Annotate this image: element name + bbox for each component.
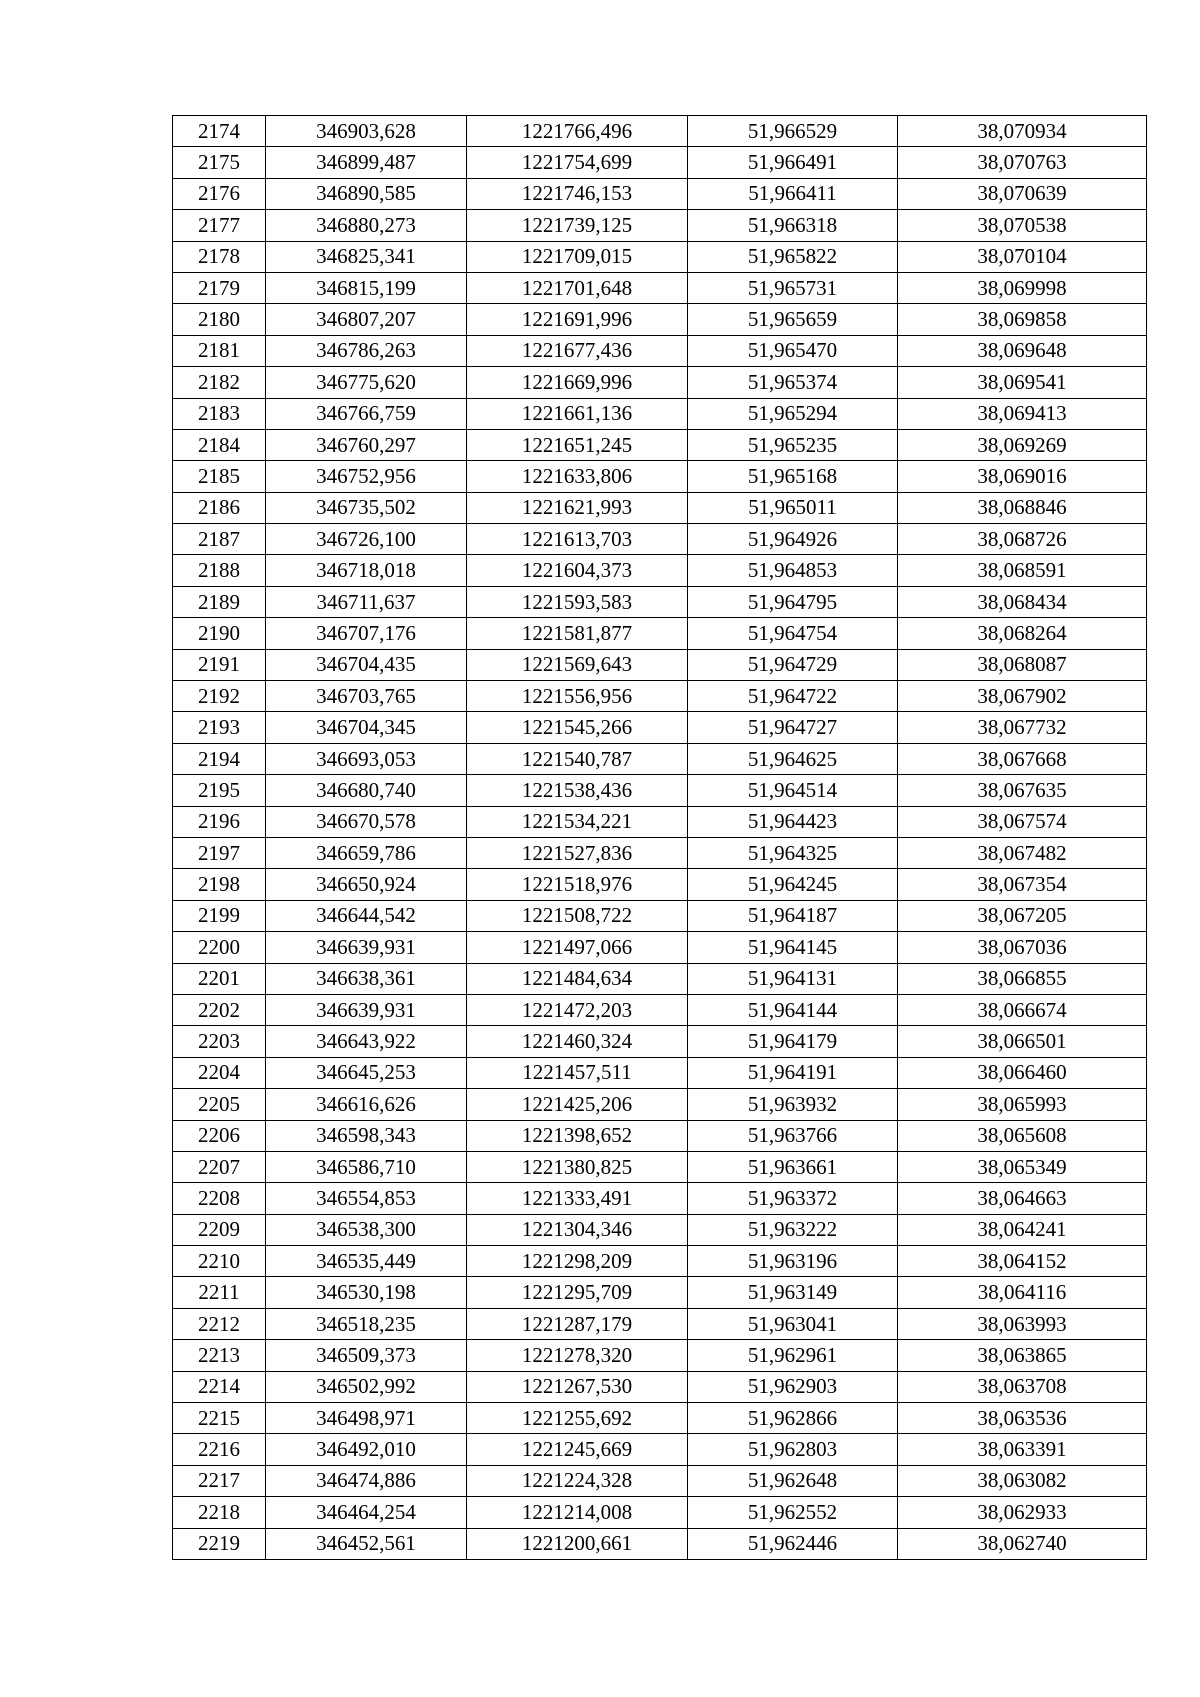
- point-number-cell: 2200: [173, 932, 266, 963]
- table-row: [173, 241, 1147, 272]
- point-number-cell: 2197: [173, 837, 266, 868]
- table-row: [173, 335, 1147, 366]
- point-number-cell: 2190: [173, 618, 266, 649]
- y-coordinate-cell: 1221200,661: [467, 1528, 688, 1559]
- x-coordinate-cell: 346535,449: [266, 1246, 467, 1277]
- y-coordinate-cell: 1221267,530: [467, 1371, 688, 1402]
- table-row: [173, 1340, 1147, 1371]
- longitude-cell: 38,070763: [898, 147, 1147, 178]
- x-coordinate-cell: 346766,759: [266, 398, 467, 429]
- y-coordinate-cell: 1221527,836: [467, 837, 688, 868]
- table-row: [173, 492, 1147, 523]
- latitude-cell: 51,963372: [688, 1183, 898, 1214]
- table-row: [173, 618, 1147, 649]
- longitude-cell: 38,067902: [898, 681, 1147, 712]
- longitude-cell: 38,067354: [898, 869, 1147, 900]
- longitude-cell: 38,068726: [898, 524, 1147, 555]
- point-number-cell: 2179: [173, 272, 266, 303]
- table-row: [173, 429, 1147, 460]
- table-row: [173, 1246, 1147, 1277]
- table-row: [173, 743, 1147, 774]
- latitude-cell: 51,963932: [688, 1089, 898, 1120]
- y-coordinate-cell: 1221709,015: [467, 241, 688, 272]
- table-row: [173, 461, 1147, 492]
- x-coordinate-cell: 346538,300: [266, 1214, 467, 1245]
- table-row: [173, 1434, 1147, 1465]
- point-number-cell: 2211: [173, 1277, 266, 1308]
- longitude-cell: 38,064152: [898, 1246, 1147, 1277]
- latitude-cell: 51,964187: [688, 900, 898, 931]
- latitude-cell: 51,966318: [688, 210, 898, 241]
- y-coordinate-cell: 1221604,373: [467, 555, 688, 586]
- point-number-cell: 2193: [173, 712, 266, 743]
- point-number-cell: 2201: [173, 963, 266, 994]
- x-coordinate-cell: 346645,253: [266, 1057, 467, 1088]
- latitude-cell: 51,965470: [688, 335, 898, 366]
- latitude-cell: 51,964179: [688, 1026, 898, 1057]
- longitude-cell: 38,064241: [898, 1214, 1147, 1245]
- y-coordinate-cell: 1221224,328: [467, 1465, 688, 1496]
- latitude-cell: 51,964514: [688, 775, 898, 806]
- x-coordinate-cell: 346880,273: [266, 210, 467, 241]
- latitude-cell: 51,966529: [688, 116, 898, 147]
- y-coordinate-cell: 1221534,221: [467, 806, 688, 837]
- longitude-cell: 38,065349: [898, 1151, 1147, 1182]
- latitude-cell: 51,962866: [688, 1403, 898, 1434]
- y-coordinate-cell: 1221677,436: [467, 335, 688, 366]
- x-coordinate-cell: 346903,628: [266, 116, 467, 147]
- latitude-cell: 51,962961: [688, 1340, 898, 1371]
- longitude-cell: 38,068591: [898, 555, 1147, 586]
- latitude-cell: 51,962803: [688, 1434, 898, 1465]
- latitude-cell: 51,965731: [688, 272, 898, 303]
- x-coordinate-cell: 346530,198: [266, 1277, 467, 1308]
- latitude-cell: 51,966491: [688, 147, 898, 178]
- latitude-cell: 51,964729: [688, 649, 898, 680]
- point-number-cell: 2176: [173, 178, 266, 209]
- coordinates-table: [172, 115, 1147, 1560]
- table-row: [173, 586, 1147, 617]
- table-row: [173, 367, 1147, 398]
- longitude-cell: 38,066674: [898, 994, 1147, 1025]
- latitude-cell: 51,964722: [688, 681, 898, 712]
- y-coordinate-cell: 1221295,709: [467, 1277, 688, 1308]
- table-row: [173, 398, 1147, 429]
- point-number-cell: 2187: [173, 524, 266, 555]
- longitude-cell: 38,063708: [898, 1371, 1147, 1402]
- longitude-cell: 38,068846: [898, 492, 1147, 523]
- point-number-cell: 2208: [173, 1183, 266, 1214]
- y-coordinate-cell: 1221593,583: [467, 586, 688, 617]
- point-number-cell: 2206: [173, 1120, 266, 1151]
- x-coordinate-cell: 346598,343: [266, 1120, 467, 1151]
- longitude-cell: 38,069541: [898, 367, 1147, 398]
- longitude-cell: 38,062740: [898, 1528, 1147, 1559]
- latitude-cell: 51,965374: [688, 367, 898, 398]
- y-coordinate-cell: 1221621,993: [467, 492, 688, 523]
- x-coordinate-cell: 346509,373: [266, 1340, 467, 1371]
- table-row: [173, 963, 1147, 994]
- table-row: [173, 775, 1147, 806]
- x-coordinate-cell: 346586,710: [266, 1151, 467, 1182]
- y-coordinate-cell: 1221472,203: [467, 994, 688, 1025]
- latitude-cell: 51,964625: [688, 743, 898, 774]
- y-coordinate-cell: 1221380,825: [467, 1151, 688, 1182]
- y-coordinate-cell: 1221633,806: [467, 461, 688, 492]
- longitude-cell: 38,070639: [898, 178, 1147, 209]
- table-row: [173, 1214, 1147, 1245]
- y-coordinate-cell: 1221556,956: [467, 681, 688, 712]
- latitude-cell: 51,962903: [688, 1371, 898, 1402]
- x-coordinate-cell: 346815,199: [266, 272, 467, 303]
- table-row: [173, 1528, 1147, 1559]
- table-row: [173, 806, 1147, 837]
- latitude-cell: 51,965822: [688, 241, 898, 272]
- y-coordinate-cell: 1221460,324: [467, 1026, 688, 1057]
- table-row: [173, 272, 1147, 303]
- x-coordinate-cell: 346680,740: [266, 775, 467, 806]
- longitude-cell: 38,067574: [898, 806, 1147, 837]
- x-coordinate-cell: 346492,010: [266, 1434, 467, 1465]
- latitude-cell: 51,966411: [688, 178, 898, 209]
- y-coordinate-cell: 1221613,703: [467, 524, 688, 555]
- x-coordinate-cell: 346659,786: [266, 837, 467, 868]
- longitude-cell: 38,066501: [898, 1026, 1147, 1057]
- y-coordinate-cell: 1221691,996: [467, 304, 688, 335]
- latitude-cell: 51,964795: [688, 586, 898, 617]
- x-coordinate-cell: 346670,578: [266, 806, 467, 837]
- x-coordinate-cell: 346711,637: [266, 586, 467, 617]
- x-coordinate-cell: 346498,971: [266, 1403, 467, 1434]
- latitude-cell: 51,963222: [688, 1214, 898, 1245]
- point-number-cell: 2195: [173, 775, 266, 806]
- x-coordinate-cell: 346890,585: [266, 178, 467, 209]
- x-coordinate-cell: 346644,542: [266, 900, 467, 931]
- point-number-cell: 2204: [173, 1057, 266, 1088]
- y-coordinate-cell: 1221425,206: [467, 1089, 688, 1120]
- y-coordinate-cell: 1221255,692: [467, 1403, 688, 1434]
- longitude-cell: 38,067635: [898, 775, 1147, 806]
- latitude-cell: 51,964131: [688, 963, 898, 994]
- x-coordinate-cell: 346518,235: [266, 1308, 467, 1339]
- latitude-cell: 51,965011: [688, 492, 898, 523]
- table-row: [173, 1057, 1147, 1088]
- table-row: [173, 1151, 1147, 1182]
- point-number-cell: 2178: [173, 241, 266, 272]
- x-coordinate-cell: 346718,018: [266, 555, 467, 586]
- point-number-cell: 2184: [173, 429, 266, 460]
- y-coordinate-cell: 1221497,066: [467, 932, 688, 963]
- latitude-cell: 51,965235: [688, 429, 898, 460]
- latitude-cell: 51,964926: [688, 524, 898, 555]
- longitude-cell: 38,068087: [898, 649, 1147, 680]
- point-number-cell: 2194: [173, 743, 266, 774]
- x-coordinate-cell: 346464,254: [266, 1497, 467, 1528]
- longitude-cell: 38,063536: [898, 1403, 1147, 1434]
- y-coordinate-cell: 1221581,877: [467, 618, 688, 649]
- x-coordinate-cell: 346752,956: [266, 461, 467, 492]
- x-coordinate-cell: 346786,263: [266, 335, 467, 366]
- point-number-cell: 2183: [173, 398, 266, 429]
- longitude-cell: 38,064663: [898, 1183, 1147, 1214]
- x-coordinate-cell: 346825,341: [266, 241, 467, 272]
- table-row: [173, 1089, 1147, 1120]
- table-row: [173, 900, 1147, 931]
- x-coordinate-cell: 346775,620: [266, 367, 467, 398]
- table-row: [173, 1371, 1147, 1402]
- y-coordinate-cell: 1221278,320: [467, 1340, 688, 1371]
- longitude-cell: 38,069858: [898, 304, 1147, 335]
- point-number-cell: 2205: [173, 1089, 266, 1120]
- coordinates-table-body: [173, 116, 1147, 1560]
- y-coordinate-cell: 1221508,722: [467, 900, 688, 931]
- y-coordinate-cell: 1221304,346: [467, 1214, 688, 1245]
- y-coordinate-cell: 1221518,976: [467, 869, 688, 900]
- point-number-cell: 2207: [173, 1151, 266, 1182]
- y-coordinate-cell: 1221739,125: [467, 210, 688, 241]
- x-coordinate-cell: 346899,487: [266, 147, 467, 178]
- point-number-cell: 2185: [173, 461, 266, 492]
- x-coordinate-cell: 346639,931: [266, 994, 467, 1025]
- point-number-cell: 2180: [173, 304, 266, 335]
- table-row: [173, 524, 1147, 555]
- table-row: [173, 932, 1147, 963]
- longitude-cell: 38,063082: [898, 1465, 1147, 1496]
- table-row: [173, 681, 1147, 712]
- y-coordinate-cell: 1221484,634: [467, 963, 688, 994]
- latitude-cell: 51,963661: [688, 1151, 898, 1182]
- longitude-cell: 38,067732: [898, 712, 1147, 743]
- y-coordinate-cell: 1221766,496: [467, 116, 688, 147]
- point-number-cell: 2215: [173, 1403, 266, 1434]
- table-row: [173, 837, 1147, 868]
- longitude-cell: 38,069269: [898, 429, 1147, 460]
- point-number-cell: 2191: [173, 649, 266, 680]
- x-coordinate-cell: 346735,502: [266, 492, 467, 523]
- point-number-cell: 2203: [173, 1026, 266, 1057]
- longitude-cell: 38,066460: [898, 1057, 1147, 1088]
- point-number-cell: 2189: [173, 586, 266, 617]
- y-coordinate-cell: 1221746,153: [467, 178, 688, 209]
- table-row: [173, 1308, 1147, 1339]
- point-number-cell: 2192: [173, 681, 266, 712]
- table-row: [173, 147, 1147, 178]
- point-number-cell: 2177: [173, 210, 266, 241]
- point-number-cell: 2186: [173, 492, 266, 523]
- x-coordinate-cell: 346452,561: [266, 1528, 467, 1559]
- latitude-cell: 51,962648: [688, 1465, 898, 1496]
- latitude-cell: 51,964191: [688, 1057, 898, 1088]
- longitude-cell: 38,067205: [898, 900, 1147, 931]
- latitude-cell: 51,964325: [688, 837, 898, 868]
- y-coordinate-cell: 1221333,491: [467, 1183, 688, 1214]
- point-number-cell: 2174: [173, 116, 266, 147]
- y-coordinate-cell: 1221298,209: [467, 1246, 688, 1277]
- y-coordinate-cell: 1221398,652: [467, 1120, 688, 1151]
- x-coordinate-cell: 346474,886: [266, 1465, 467, 1496]
- y-coordinate-cell: 1221538,436: [467, 775, 688, 806]
- x-coordinate-cell: 346693,053: [266, 743, 467, 774]
- point-number-cell: 2202: [173, 994, 266, 1025]
- longitude-cell: 38,068264: [898, 618, 1147, 649]
- latitude-cell: 51,964245: [688, 869, 898, 900]
- x-coordinate-cell: 346639,931: [266, 932, 467, 963]
- longitude-cell: 38,064116: [898, 1277, 1147, 1308]
- x-coordinate-cell: 346616,626: [266, 1089, 467, 1120]
- latitude-cell: 51,963766: [688, 1120, 898, 1151]
- table-row: [173, 869, 1147, 900]
- point-number-cell: 2213: [173, 1340, 266, 1371]
- table-row: [173, 1277, 1147, 1308]
- table-row: [173, 1465, 1147, 1496]
- point-number-cell: 2214: [173, 1371, 266, 1402]
- table-row: [173, 1183, 1147, 1214]
- longitude-cell: 38,070104: [898, 241, 1147, 272]
- table-row: [173, 555, 1147, 586]
- y-coordinate-cell: 1221545,266: [467, 712, 688, 743]
- y-coordinate-cell: 1221651,245: [467, 429, 688, 460]
- x-coordinate-cell: 346704,435: [266, 649, 467, 680]
- point-number-cell: 2212: [173, 1308, 266, 1339]
- table-row: [173, 304, 1147, 335]
- y-coordinate-cell: 1221701,648: [467, 272, 688, 303]
- point-number-cell: 2199: [173, 900, 266, 931]
- table-row: [173, 1026, 1147, 1057]
- table-row: [173, 649, 1147, 680]
- point-number-cell: 2210: [173, 1246, 266, 1277]
- longitude-cell: 38,070934: [898, 116, 1147, 147]
- latitude-cell: 51,963041: [688, 1308, 898, 1339]
- latitude-cell: 51,962446: [688, 1528, 898, 1559]
- longitude-cell: 38,066855: [898, 963, 1147, 994]
- x-coordinate-cell: 346502,992: [266, 1371, 467, 1402]
- x-coordinate-cell: 346703,765: [266, 681, 467, 712]
- latitude-cell: 51,965168: [688, 461, 898, 492]
- x-coordinate-cell: 346807,207: [266, 304, 467, 335]
- longitude-cell: 38,065608: [898, 1120, 1147, 1151]
- y-coordinate-cell: 1221214,008: [467, 1497, 688, 1528]
- y-coordinate-cell: 1221540,787: [467, 743, 688, 774]
- point-number-cell: 2219: [173, 1528, 266, 1559]
- x-coordinate-cell: 346638,361: [266, 963, 467, 994]
- longitude-cell: 38,070538: [898, 210, 1147, 241]
- point-number-cell: 2216: [173, 1434, 266, 1465]
- latitude-cell: 51,964754: [688, 618, 898, 649]
- latitude-cell: 51,965659: [688, 304, 898, 335]
- point-number-cell: 2181: [173, 335, 266, 366]
- longitude-cell: 38,063865: [898, 1340, 1147, 1371]
- x-coordinate-cell: 346650,924: [266, 869, 467, 900]
- point-number-cell: 2198: [173, 869, 266, 900]
- latitude-cell: 51,964853: [688, 555, 898, 586]
- longitude-cell: 38,069998: [898, 272, 1147, 303]
- x-coordinate-cell: 346726,100: [266, 524, 467, 555]
- longitude-cell: 38,062933: [898, 1497, 1147, 1528]
- latitude-cell: 51,964727: [688, 712, 898, 743]
- longitude-cell: 38,067482: [898, 837, 1147, 868]
- x-coordinate-cell: 346554,853: [266, 1183, 467, 1214]
- y-coordinate-cell: 1221287,179: [467, 1308, 688, 1339]
- latitude-cell: 51,962552: [688, 1497, 898, 1528]
- table-row: [173, 1497, 1147, 1528]
- longitude-cell: 38,069413: [898, 398, 1147, 429]
- point-number-cell: 2217: [173, 1465, 266, 1496]
- longitude-cell: 38,065993: [898, 1089, 1147, 1120]
- table-row: [173, 178, 1147, 209]
- latitude-cell: 51,964423: [688, 806, 898, 837]
- table-row: [173, 116, 1147, 147]
- y-coordinate-cell: 1221669,996: [467, 367, 688, 398]
- longitude-cell: 38,067036: [898, 932, 1147, 963]
- y-coordinate-cell: 1221754,699: [467, 147, 688, 178]
- point-number-cell: 2218: [173, 1497, 266, 1528]
- y-coordinate-cell: 1221245,669: [467, 1434, 688, 1465]
- table-row: [173, 1120, 1147, 1151]
- point-number-cell: 2196: [173, 806, 266, 837]
- x-coordinate-cell: 346707,176: [266, 618, 467, 649]
- longitude-cell: 38,067668: [898, 743, 1147, 774]
- latitude-cell: 51,963149: [688, 1277, 898, 1308]
- point-number-cell: 2188: [173, 555, 266, 586]
- point-number-cell: 2182: [173, 367, 266, 398]
- longitude-cell: 38,068434: [898, 586, 1147, 617]
- latitude-cell: 51,965294: [688, 398, 898, 429]
- table-row: [173, 1403, 1147, 1434]
- x-coordinate-cell: 346704,345: [266, 712, 467, 743]
- longitude-cell: 38,069016: [898, 461, 1147, 492]
- latitude-cell: 51,964144: [688, 994, 898, 1025]
- y-coordinate-cell: 1221569,643: [467, 649, 688, 680]
- table-row: [173, 712, 1147, 743]
- y-coordinate-cell: 1221457,511: [467, 1057, 688, 1088]
- longitude-cell: 38,063993: [898, 1308, 1147, 1339]
- table-row: [173, 210, 1147, 241]
- latitude-cell: 51,964145: [688, 932, 898, 963]
- table-row: [173, 994, 1147, 1025]
- latitude-cell: 51,963196: [688, 1246, 898, 1277]
- point-number-cell: 2209: [173, 1214, 266, 1245]
- point-number-cell: 2175: [173, 147, 266, 178]
- x-coordinate-cell: 346643,922: [266, 1026, 467, 1057]
- longitude-cell: 38,063391: [898, 1434, 1147, 1465]
- y-coordinate-cell: 1221661,136: [467, 398, 688, 429]
- longitude-cell: 38,069648: [898, 335, 1147, 366]
- x-coordinate-cell: 346760,297: [266, 429, 467, 460]
